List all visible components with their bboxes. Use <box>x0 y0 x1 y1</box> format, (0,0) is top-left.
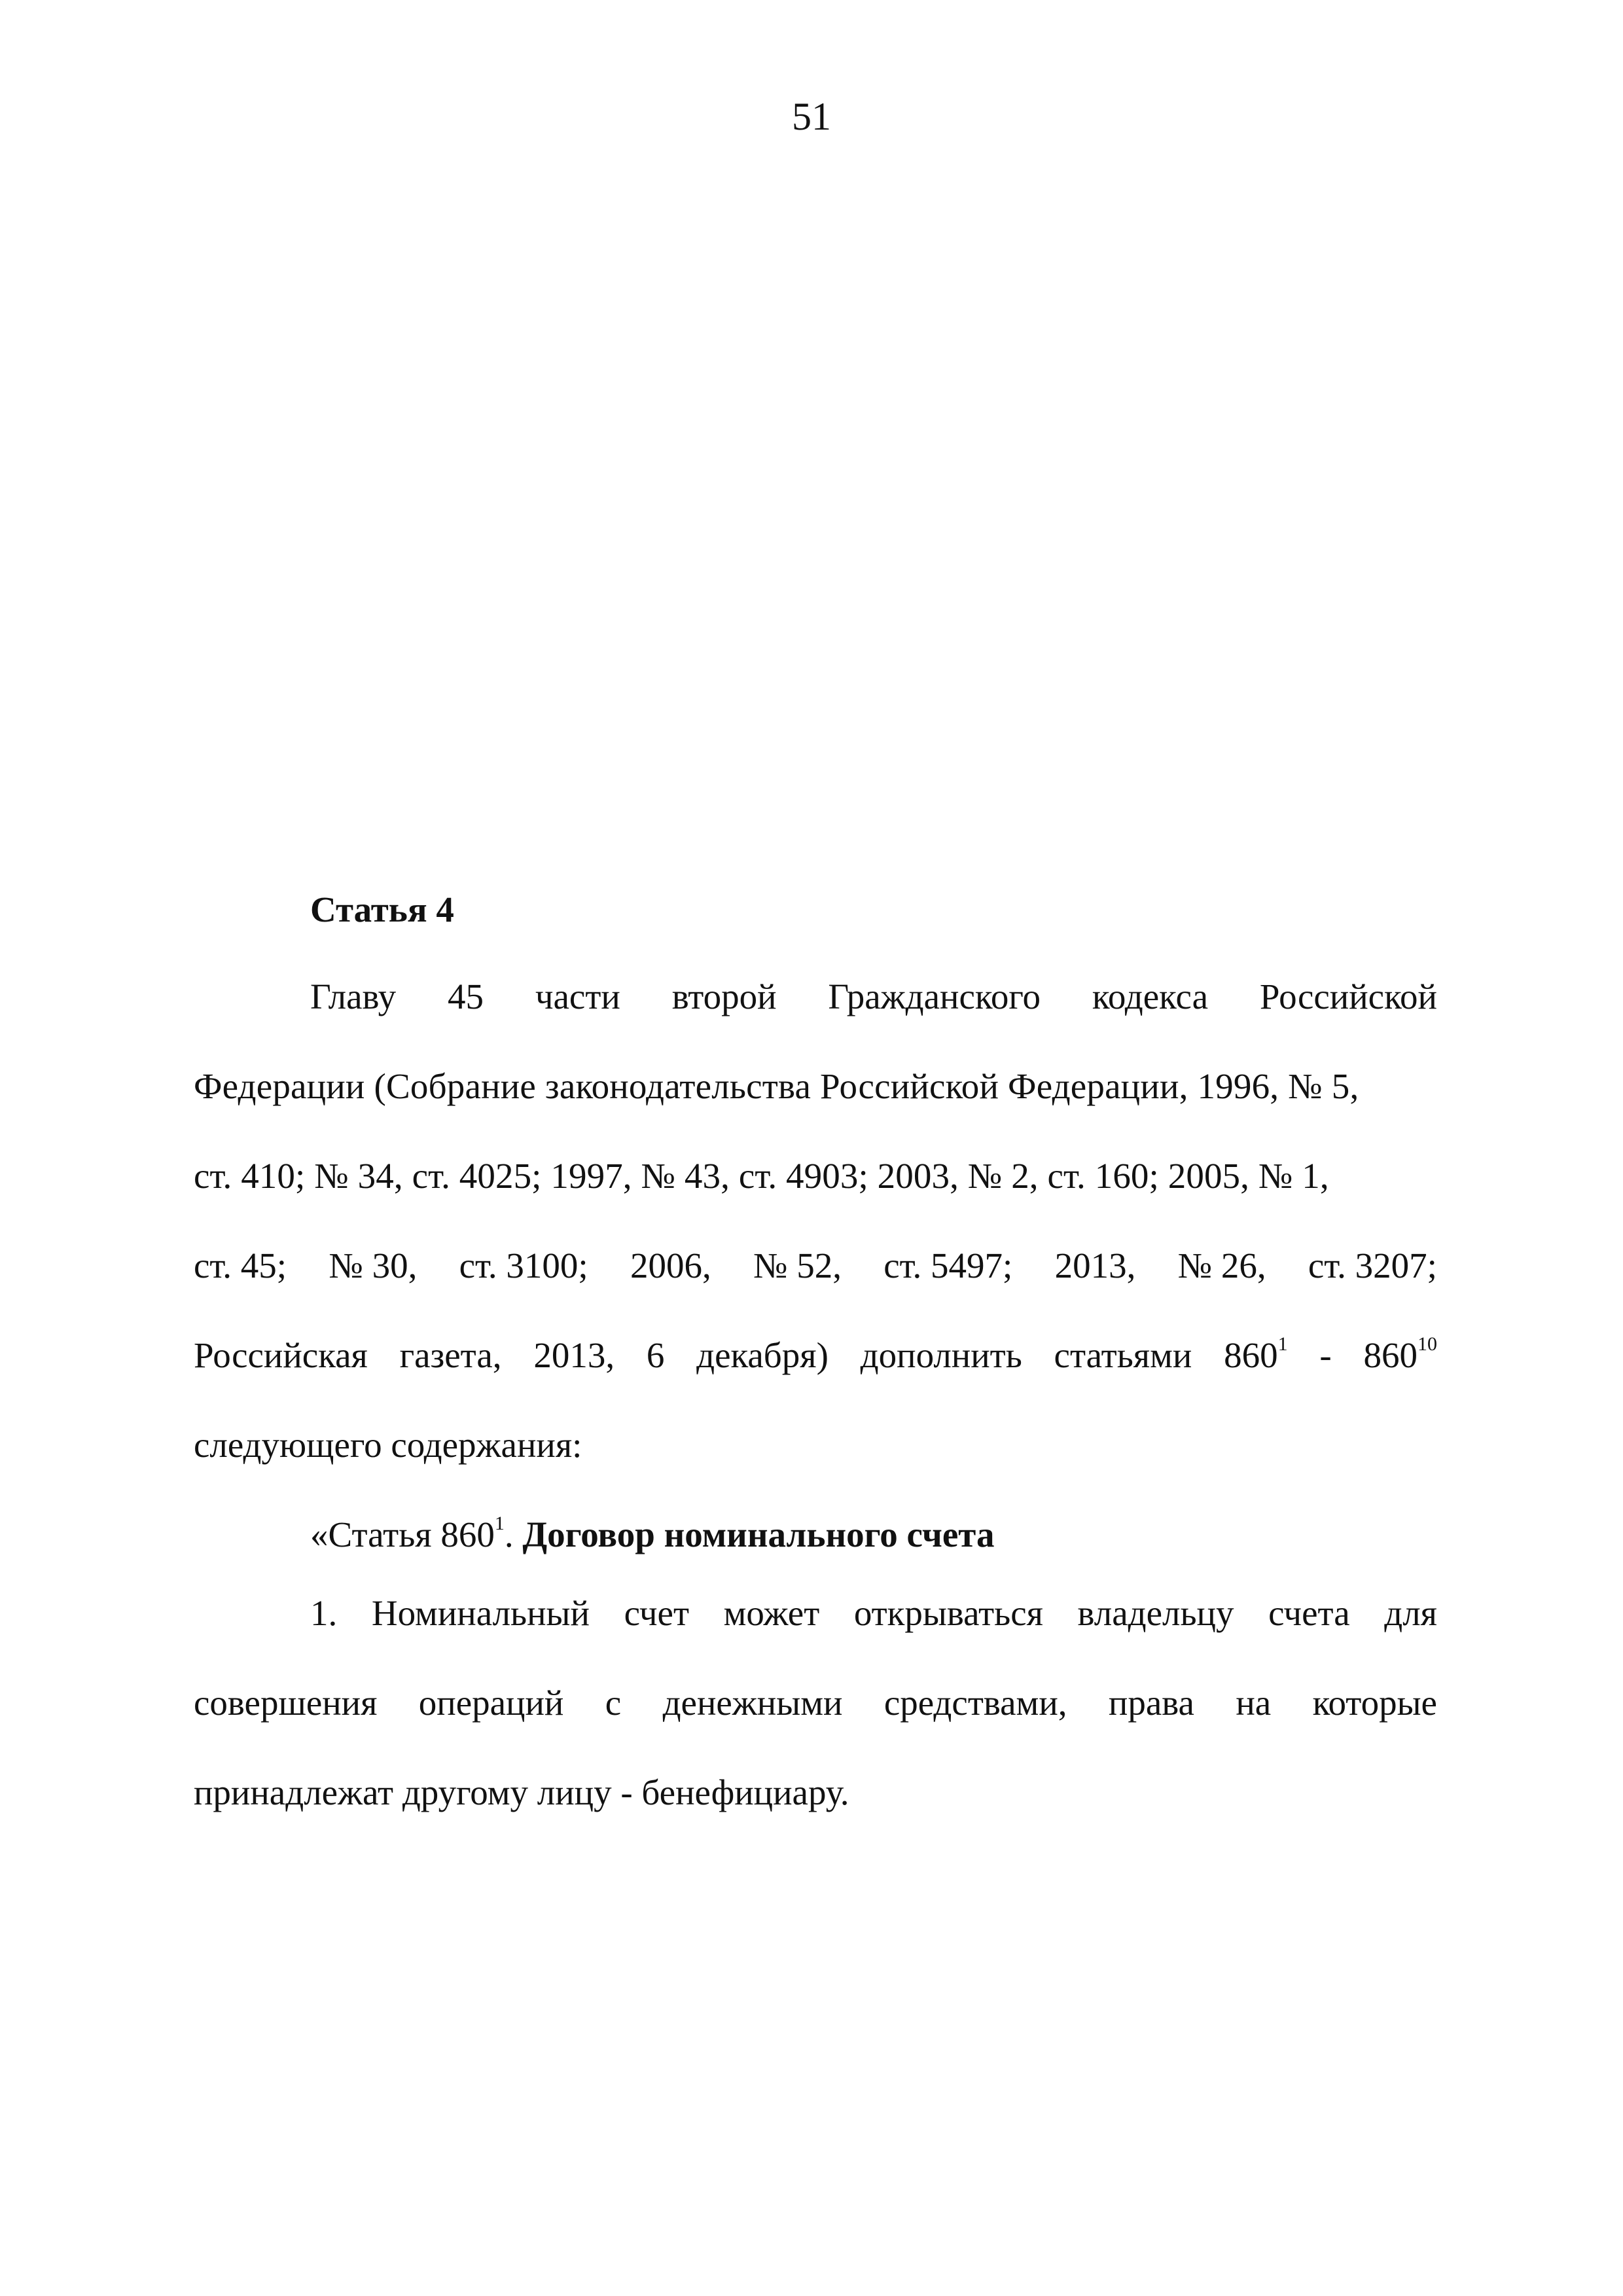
page-number: 51 <box>792 95 831 138</box>
word: счета <box>1268 1593 1350 1633</box>
word: 2006, <box>630 1246 711 1285</box>
word: для <box>1384 1593 1437 1633</box>
word: которые <box>1312 1683 1437 1723</box>
word: второй <box>671 977 777 1016</box>
word: с <box>605 1683 622 1723</box>
ref-base: 860 <box>1224 1335 1278 1375</box>
article-860-1-prefix: «Статья 860 <box>310 1515 495 1554</box>
word: № 26, <box>1177 1246 1266 1285</box>
word: операций <box>418 1683 564 1723</box>
paragraph-3-line-1 <box>194 1587 1437 1677</box>
word: ст. 3207; <box>1308 1246 1437 1285</box>
word: статьями <box>1054 1335 1192 1375</box>
ref-superscript: 10 <box>1417 1333 1437 1355</box>
article-860-1-heading <box>310 1509 994 1561</box>
word: Гражданского <box>828 977 1041 1016</box>
article-ref-start <box>1224 1329 1288 1419</box>
word: части <box>535 977 620 1016</box>
word: права <box>1108 1683 1194 1723</box>
dash: - <box>1319 1335 1332 1375</box>
paragraph-1-line-2: Федерации (Собрание законодательства Российской Федерации, 1996, № 5, <box>194 1066 1359 1106</box>
word: № 30, <box>329 1246 418 1285</box>
article-heading: Статья 4 <box>310 889 454 929</box>
word: 6 <box>646 1335 665 1375</box>
word: газета, <box>399 1335 502 1375</box>
word: 45 <box>447 977 484 1016</box>
ref-base: 860 <box>1363 1335 1418 1375</box>
word: 2013, <box>1054 1246 1136 1285</box>
article-860-1-dot: . <box>504 1515 514 1554</box>
word: № 52, <box>753 1246 842 1285</box>
word: Российской <box>1259 977 1437 1016</box>
word: декабря) <box>696 1335 829 1375</box>
word: средствами, <box>883 1683 1067 1723</box>
word: денежными <box>662 1683 843 1723</box>
paragraph-3-line-3: принадлежат другому лицу - бенефициару. <box>194 1772 849 1812</box>
ref-superscript: 1 <box>1277 1333 1288 1355</box>
paragraph-1-line-3: ст. 410; № 34, ст. 4025; 1997, № 43, ст. 4903; 2003, № 2, ст. 160; 2005, № 1, <box>194 1156 1329 1196</box>
paragraph-1-line-6: следующего содержания: <box>194 1425 582 1465</box>
word: 2013, <box>533 1335 615 1375</box>
article-ref-end <box>1363 1329 1437 1419</box>
paragraph-3-line-2 <box>194 1677 1437 1767</box>
paragraph-1-line-4 <box>194 1240 1437 1329</box>
word: ст. 45; <box>194 1246 287 1285</box>
word: Номинальный <box>371 1593 590 1633</box>
word: может <box>723 1593 820 1633</box>
paragraph-1-line-5 <box>194 1329 1437 1419</box>
word: открываться <box>853 1593 1043 1633</box>
article-860-1-superscript: 1 <box>494 1513 505 1534</box>
paragraph-1-line-1 <box>194 971 1437 1060</box>
word: Российская <box>194 1335 368 1375</box>
word: Главу <box>310 977 397 1016</box>
word: владельцу <box>1077 1593 1234 1633</box>
word: совершения <box>194 1683 378 1723</box>
article-860-1-title: Договор номинального счета <box>522 1515 995 1554</box>
paragraph-1 <box>194 971 1437 1509</box>
word: дополнить <box>860 1335 1022 1375</box>
word: кодекса <box>1092 977 1208 1016</box>
word: 1. <box>310 1593 338 1633</box>
paragraph-3 <box>194 1587 1437 1856</box>
word: ст. 5497; <box>883 1246 1013 1285</box>
word: на <box>1236 1683 1272 1723</box>
word: ст. 3100; <box>459 1246 588 1285</box>
word: счет <box>624 1593 689 1633</box>
